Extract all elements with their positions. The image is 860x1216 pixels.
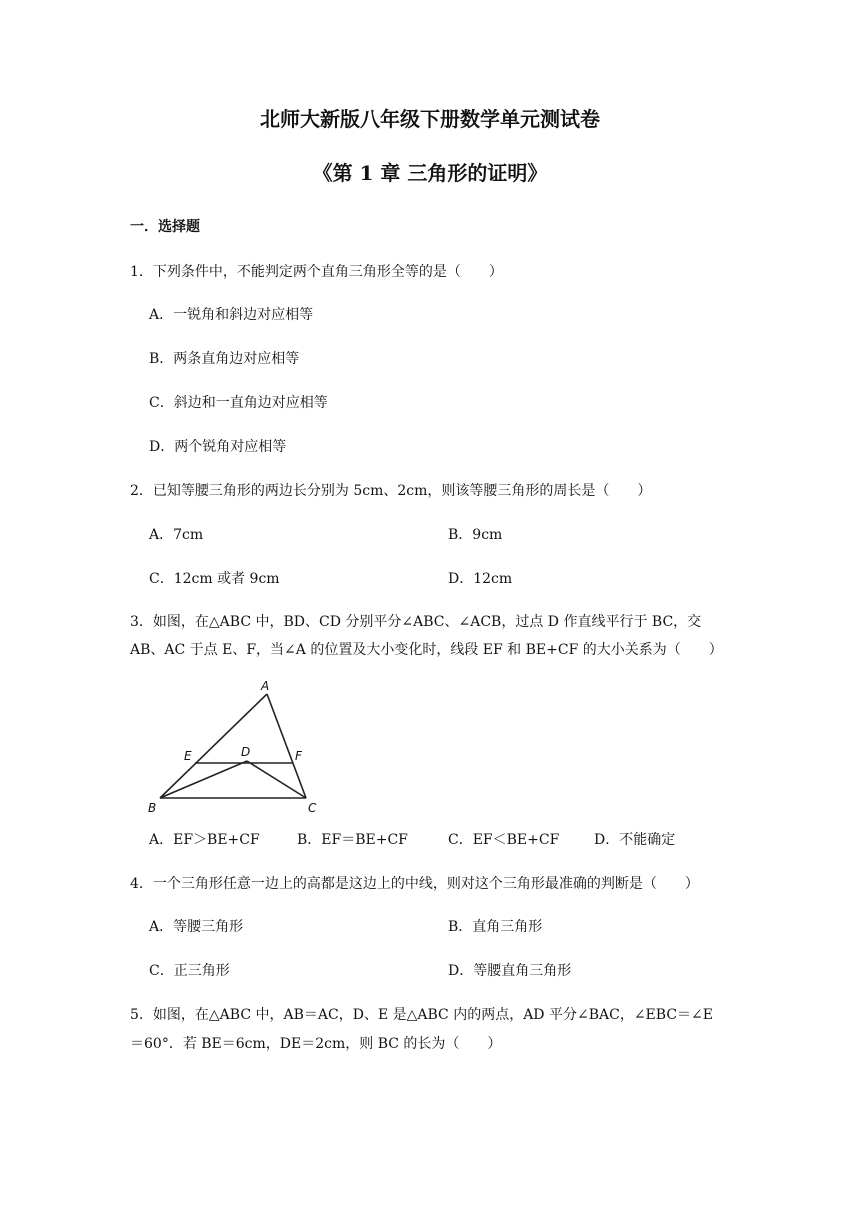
segment-ac (267, 694, 306, 798)
label-e: E (184, 749, 192, 763)
question-3-option-a: A．EF＞BE+CF (149, 832, 260, 848)
label-c: C (308, 801, 317, 815)
question-1-option-c: C．斜边和一直角边对应相等 (149, 395, 328, 411)
question-3-option-c: C．EF＜BE+CF (448, 832, 560, 848)
segment-cd (247, 761, 306, 798)
question-2-stem: 2．已知等腰三角形的两边长分别为 5cm、2cm，则该等腰三角形的周长是（ ） (130, 483, 652, 499)
question-1-option-a: A．一锐角和斜边对应相等 (149, 307, 314, 323)
question-3-stem-line2: AB、AC 于点 E、F，当∠A 的位置及大小变化时，线段 EF 和 BE+CF 的大小关系为（ ） (130, 642, 723, 658)
question-4-stem: 4．一个三角形任意一边上的高都是这边上的中线，则对这个三角形最准确的判断是（ ） (130, 876, 699, 892)
question-5-stem-line1: 5．如图，在△ABC 中，AB＝AC，D、E 是△ABC 内的两点，AD 平分∠BAC，∠EBC＝∠E (130, 1007, 713, 1023)
question-1-option-d: D．两个锐角对应相等 (149, 439, 287, 455)
question-4-option-a: A．等腰三角形 (149, 919, 244, 935)
question-1-stem: 1．下列条件中，不能判定两个直角三角形全等的是（ ） (130, 264, 503, 280)
label-d: D (241, 745, 251, 759)
label-b: B (148, 801, 157, 815)
question-2-option-d: D．12cm (448, 571, 513, 587)
section-heading: 一．选择题 (130, 219, 200, 235)
label-f: F (295, 749, 302, 763)
segment-ab (160, 694, 267, 798)
chapter-title: 《第 1 章 三角形的证明》 (312, 161, 548, 185)
label-a: A (261, 679, 270, 693)
question-3-option-b: B．EF＝BE+CF (297, 832, 408, 848)
question-4-option-c: C．正三角形 (149, 963, 230, 979)
question-1-option-b: B．两条直角边对应相等 (149, 351, 300, 367)
segment-bd (160, 761, 247, 798)
document-title: 北师大新版八年级下册数学单元测试卷 (260, 107, 600, 131)
triangle-figure (140, 676, 340, 816)
question-2-option-a: A．7cm (149, 527, 204, 543)
question-3-option-d: D．不能确定 (594, 832, 676, 848)
question-4-option-b: B．直角三角形 (448, 919, 543, 935)
question-2-option-c: C．12cm 或者 9cm (149, 571, 280, 587)
question-2-option-b: B．9cm (448, 527, 503, 543)
question-3-stem-line1: 3．如图，在△ABC 中，BD、CD 分别平分∠ABC、∠ACB，过点 D 作直线平行于 BC，交 (130, 614, 702, 630)
question-5-stem-line2: ＝60°．若 BE＝6cm，DE＝2cm，则 BC 的长为（ ） (130, 1036, 502, 1052)
question-4-option-d: D．等腰直角三角形 (448, 963, 572, 979)
